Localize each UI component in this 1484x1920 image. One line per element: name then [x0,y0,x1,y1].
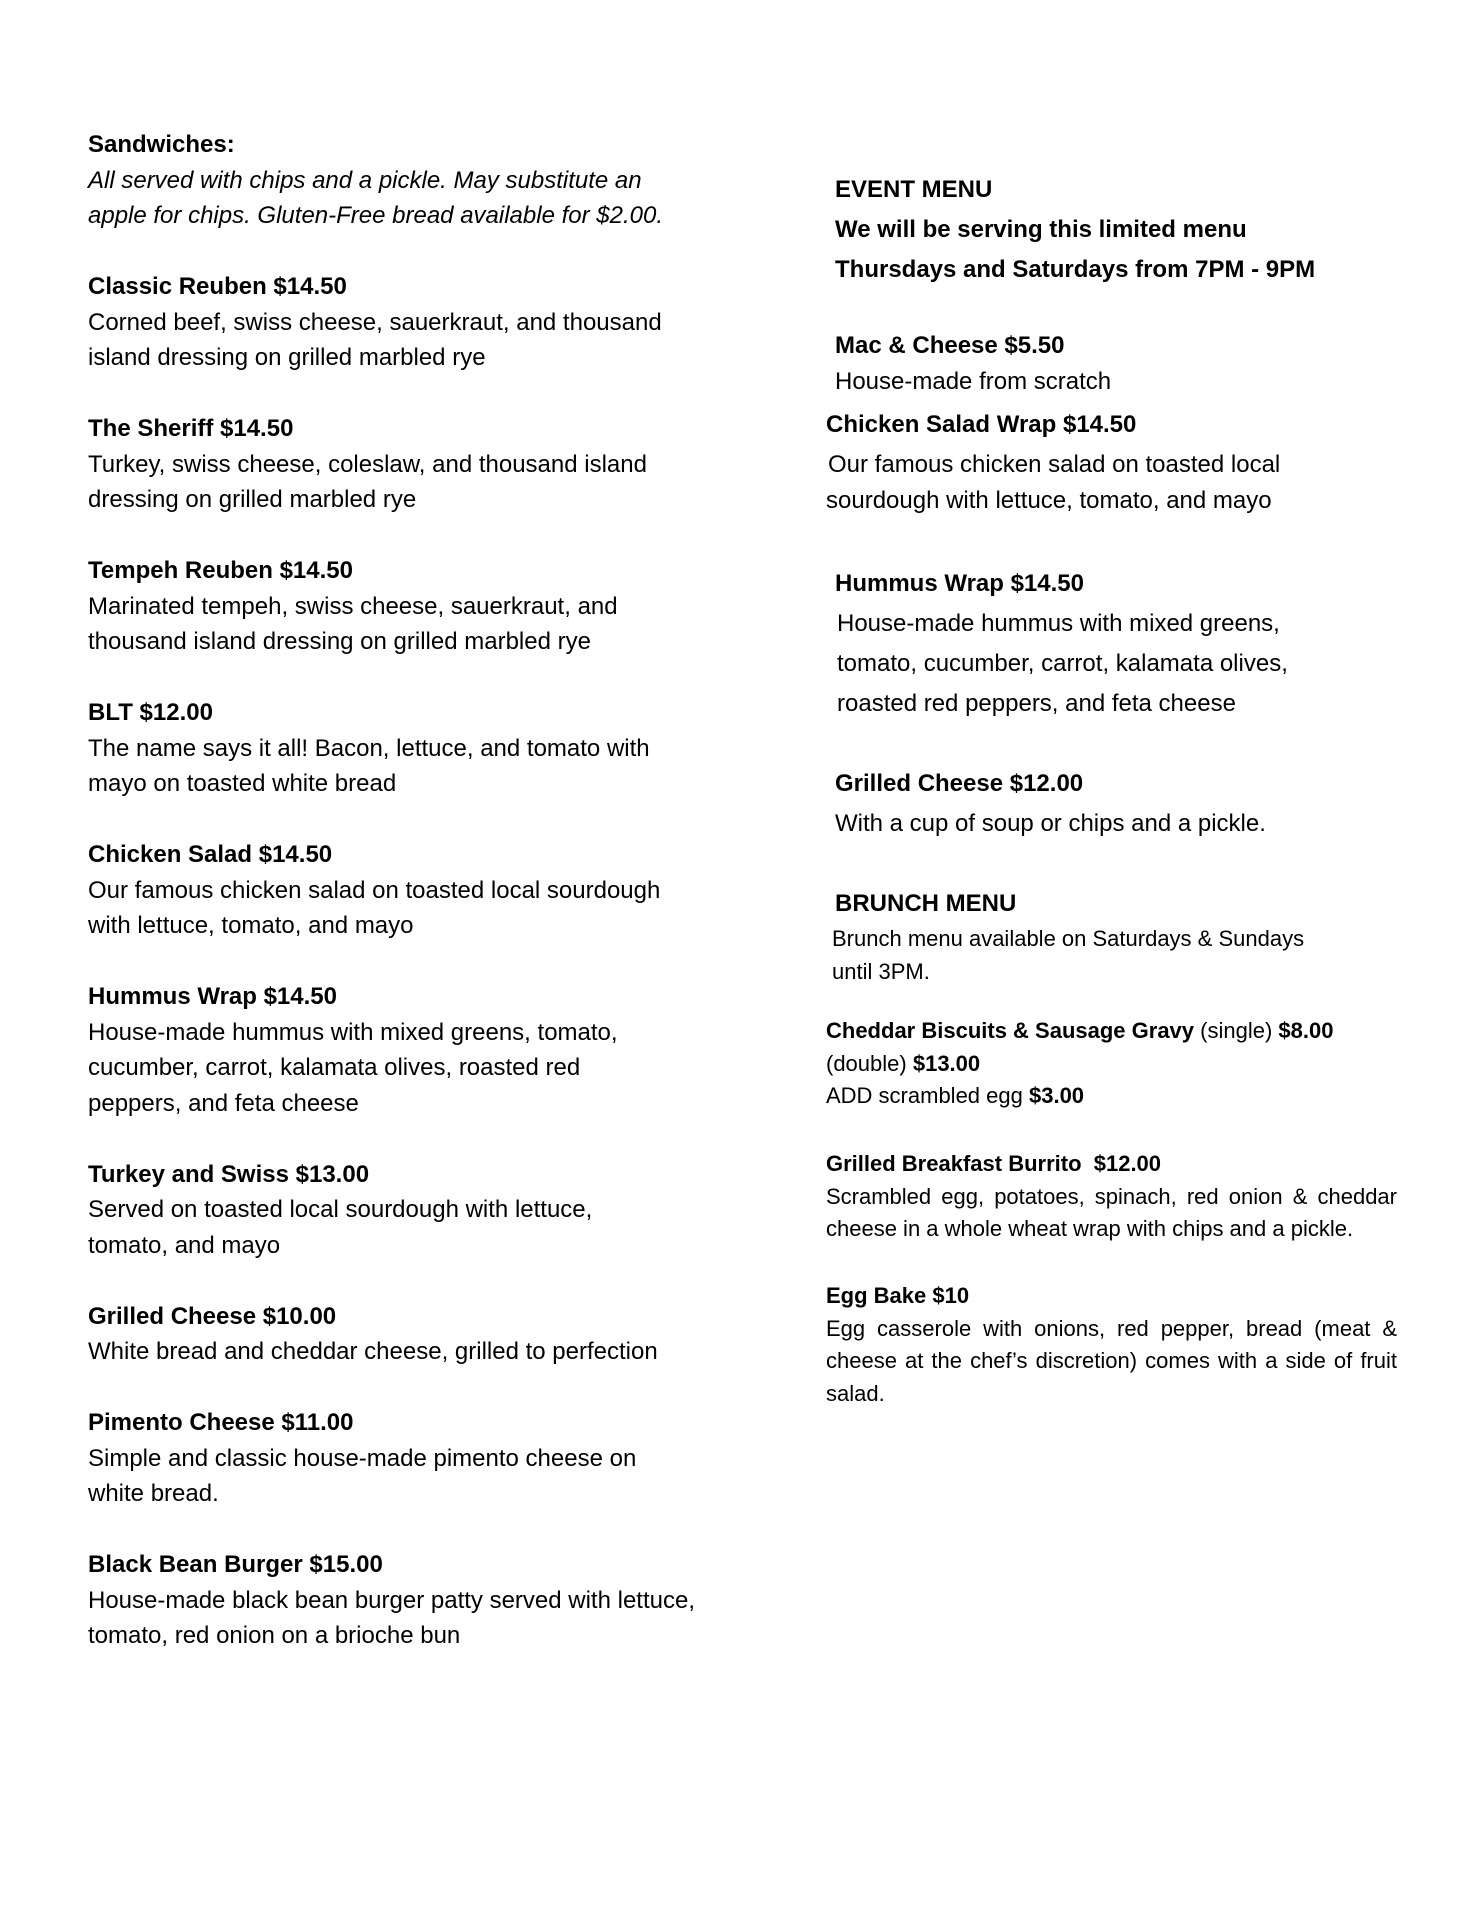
brunch-biscuits-line [826,1048,1388,1081]
menu-item [88,695,748,802]
sandwiches-note-line: apple for chips. Gluten-Free bread available for $2.00. [88,202,664,229]
brunch-addon-line [826,1080,1388,1113]
price: $3.00 [1028,1083,1085,1108]
menu-item [88,1405,748,1512]
menu-item-description: roasted red peppers, and feta cheese [837,690,1236,717]
menu-item-description: Scrambled egg, potatoes, spinach, red onion & cheddar cheese in a whole wheat wrap with chips and a pickle. [826,1183,1397,1241]
brunch-eggbake-item [826,1280,1397,1410]
sandwich-list [88,269,748,1654]
sandwiches-section [88,127,748,1689]
menu-item [88,553,748,660]
menu-item-description: Turkey, swiss cheese, coleslaw, and thousand island [88,450,647,478]
brunch-note [832,922,1394,988]
menu-item-description: Our famous chicken salad on toasted local sourdough [88,876,661,904]
sandwiches-note-line: All served with chips and a pickle. May substitute an [88,166,642,194]
menu-item [88,1157,748,1264]
menu-item-name: The Sheriff $14.50 [88,415,294,442]
menu-item-name: Black Bean Burger $15.00 [88,1551,383,1578]
brunch-note-line: Brunch menu available on Saturdays & Sundays [832,926,1305,951]
menu-item-description: peppers, and feta cheese [88,1089,359,1117]
menu-item-name: Tempeh Reuben $14.50 [88,557,353,584]
menu-item-description: House-made black bean burger patty served with lettuce, [88,1586,695,1614]
menu-item-description: The name says it all! Bacon, lettuce, and tomato with [88,734,650,762]
price: $8.00 [1278,1018,1334,1043]
menu-item-description: thousand island dressing on grilled marbled rye [88,628,591,655]
menu-item-description: House-made hummus with mixed greens, [837,610,1280,637]
menu-item-name: Mac & Cheese $5.50 [835,332,1065,359]
menu-item-name: Egg Bake $10 [826,1283,970,1308]
menu-item-description: sourdough with lettuce, tomato, and mayo [826,487,1272,514]
portion-label: (single) [1194,1018,1279,1043]
menu-item-name: Chicken Salad Wrap $14.50 [826,411,1137,438]
menu-item-name: Cheddar Biscuits & Sausage Gravy [826,1018,1195,1043]
menu-item [88,411,748,518]
menu-item-description: Served on toasted local sourdough with lettuce, [88,1196,593,1223]
menu-item-description: dressing on grilled marbled rye [88,486,417,513]
menu-item-description: Egg casserole with onions, red pepper, bread (meat & cheese at the chef’s discretion) comes with a side of fruit salad. [826,1315,1397,1406]
addon-label: ADD scrambled egg [826,1083,1029,1108]
menu-item-name: Hummus Wrap $14.50 [88,983,337,1010]
menu-item-name: Classic Reuben $14.50 [88,273,347,300]
menu-item-description: House-made hummus with mixed greens, tomato, [88,1018,618,1046]
menu-item-description: tomato, red onion on a brioche bun [88,1622,461,1649]
menu-item-description: Our famous chicken salad on toasted local [828,451,1281,478]
menu-item [88,269,748,376]
menu-item [88,979,748,1121]
menu-item-description: tomato, and mayo [88,1231,281,1259]
brunch-menu-heading: BRUNCH MENU [835,890,1017,917]
menu-item [88,1299,748,1370]
menu-item-name: Chicken Salad $14.50 [88,841,333,868]
sandwiches-heading: Sandwiches: [88,131,235,158]
menu-item-description: tomato, cucumber, carrot, kalamata olives, [837,650,1288,677]
menu-item-name: Grilled Breakfast Burrito $12.00 [826,1151,1162,1176]
menu-item [88,1547,748,1654]
sandwiches-note [88,163,748,234]
menu-item-description: House-made from scratch [835,368,1112,395]
menu-item-name: Grilled Cheese $12.00 [835,770,1084,797]
event-menu-heading: EVENT MENU [835,176,993,203]
event-menu-subtitle: Thursdays and Saturdays from 7PM - 9PM [835,256,1316,283]
menu-item-description: with lettuce, tomato, and mayo [88,912,414,939]
brunch-biscuits-item [826,1015,1388,1113]
brunch-note-line: until 3PM. [832,959,930,984]
event-menu-subtitle: We will be serving this limited menu [835,216,1247,243]
menu-item-description: With a cup of soup or chips and a pickle. [835,810,1266,837]
brunch-burrito-item [826,1148,1397,1246]
menu-item-description: Corned beef, swiss cheese, sauerkraut, and thousand [88,308,662,336]
menu-item-name: BLT $12.00 [88,699,213,726]
menu-item-name: Grilled Cheese $10.00 [88,1302,337,1330]
menu-item-description: island dressing on grilled marbled rye [88,344,486,371]
menu-item-name: Pimento Cheese $11.00 [88,1409,354,1436]
menu-item-description: white bread. [88,1480,219,1507]
brunch-biscuits-line [826,1015,1388,1048]
menu-item-name: Turkey and Swiss $13.00 [88,1160,370,1188]
event-brunch-section [826,170,1397,1470]
portion-label: (double) [826,1050,913,1076]
menu-item-description: mayo on toasted white bread [88,770,397,797]
menu-item-description: cucumber, carrot, kalamata olives, roasted red [88,1054,581,1081]
menu-item-description: Simple and classic house-made pimento cheese on [88,1444,637,1472]
menu-item-description: White bread and cheddar cheese, grilled to perfection [88,1338,658,1365]
menu-item [88,837,748,944]
menu-item-description: Marinated tempeh, swiss cheese, sauerkraut, and [88,592,618,620]
menu-item-name: Hummus Wrap $14.50 [835,570,1084,597]
price: $13.00 [912,1050,981,1076]
